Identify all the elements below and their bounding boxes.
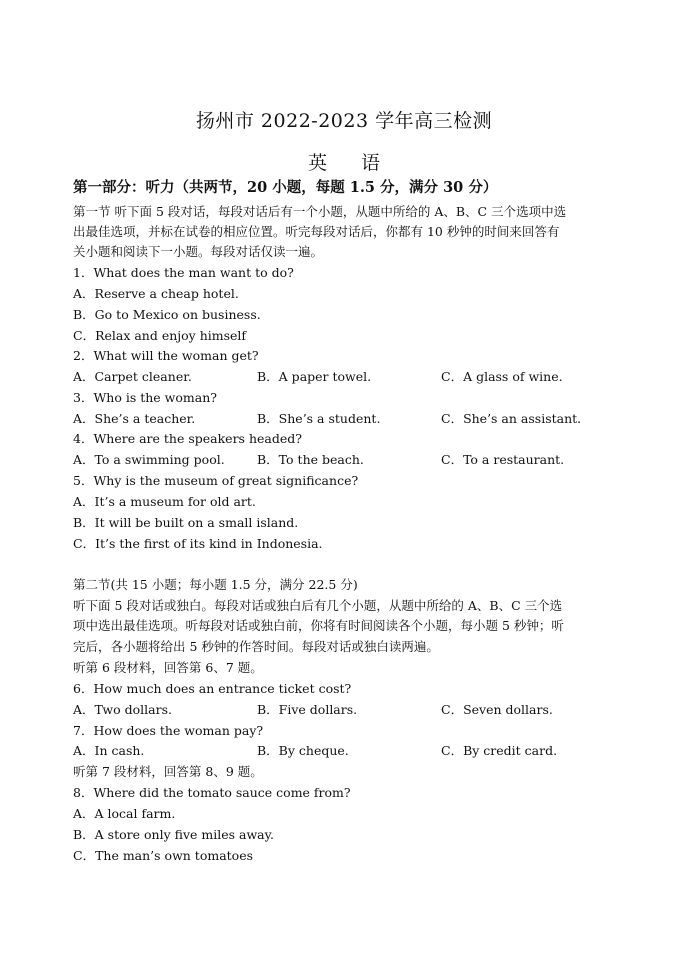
section2-intro-line-2: 项中选出最佳选项。听每段对话或独白前，你将有时间阅读各个小题，每小题 5 秒钟；听 [73, 618, 564, 633]
question-3-option-b: B．She’s a student. [257, 411, 381, 426]
exam-subject: 英 语 [307, 152, 395, 174]
section1-intro-line-2: 出最佳选项，并标在试卷的相应位置。听完每段对话后，你都有 10 秒钟的时间来回答有 [73, 224, 560, 239]
question-5-option-c: C．It’s the first of its kind in Indonesia. [73, 536, 323, 551]
exam-title: 扬州市 2022-2023 学年高三检测 [195, 110, 493, 132]
question-1-option-b: B．Go to Mexico on business. [73, 307, 261, 322]
question-5-stem: 5．Why is the museum of great significance? [73, 473, 359, 488]
question-7-option-b: B．By cheque. [257, 743, 349, 758]
question-4-stem: 4．Where are the speakers headed? [73, 431, 302, 446]
part1-heading: 第一部分：听力（共两节，20 小题，每题 1.5 分，满分 30 分） [73, 179, 498, 196]
question-4-option-b: B．To the beach. [257, 452, 364, 467]
question-8-option-b: B．A store only five miles away. [73, 827, 274, 842]
question-6-option-a: A．Two dollars. [73, 702, 172, 717]
question-3-option-a: A．She’s a teacher. [73, 411, 196, 426]
material-6-instruction: 听第 6 段材料，回答第 6、7 题。 [73, 660, 263, 675]
section2-intro-line-1: 听下面 5 段对话或独白。每段对话或独白后有几个小题，从题中所给的 A、B、C 三个选 [73, 598, 563, 613]
question-8-option-c: C．The man’s own tomatoes [73, 848, 254, 863]
section2-heading: 第二节(共 15 小题；每小题 1.5 分，满分 22.5 分) [73, 577, 358, 592]
question-6-option-b: B．Five dollars. [257, 702, 358, 717]
question-5-option-a: A．It’s a museum for old art. [73, 494, 256, 509]
question-2-stem: 2．What will the woman get? [73, 348, 259, 363]
question-2-option-c: C．A glass of wine. [441, 369, 563, 384]
material-7-instruction: 听第 7 段材料，回答第 8、9 题。 [73, 764, 263, 779]
question-6-option-c: C．Seven dollars. [441, 702, 553, 717]
section2-intro-line-3: 完后，各小题将给出 5 秒钟的作答时间。每段对话或独白读两遍。 [73, 639, 439, 654]
question-1-option-c: C．Relax and enjoy himself [73, 328, 247, 343]
question-1-option-a: A．Reserve a cheap hotel. [73, 286, 239, 301]
section1-intro-line-3: 关小题和阅读下一小题。每段对话仅读一遍。 [73, 244, 324, 259]
question-4-option-c: C．To a restaurant. [441, 452, 565, 467]
question-8-stem: 8．Where did the tomato sauce come from? [73, 785, 351, 800]
question-8-option-a: A．A local farm. [73, 806, 176, 821]
question-1-stem: 1．What does the man want to do? [73, 265, 294, 280]
question-7-option-a: A．In cash. [73, 743, 145, 758]
question-5-option-b: B．It will be built on a small island. [73, 515, 299, 530]
question-4-option-a: A．To a swimming pool. [73, 452, 225, 467]
question-3-stem: 3．Who is the woman? [73, 390, 217, 405]
section1-intro-line-1: 第一节 听下面 5 段对话，每段对话后有一个小题，从题中所给的 A、B、C 三个选项中选 [73, 204, 567, 219]
question-2-option-b: B．A paper towel. [257, 369, 372, 384]
question-2-option-a: A．Carpet cleaner. [73, 369, 192, 384]
question-7-option-c: C．By credit card. [441, 743, 558, 758]
question-3-option-c: C．She’s an assistant. [441, 411, 582, 426]
question-6-stem: 6．How much does an entrance ticket cost? [73, 681, 352, 696]
question-7-stem: 7．How does the woman pay? [73, 723, 264, 738]
